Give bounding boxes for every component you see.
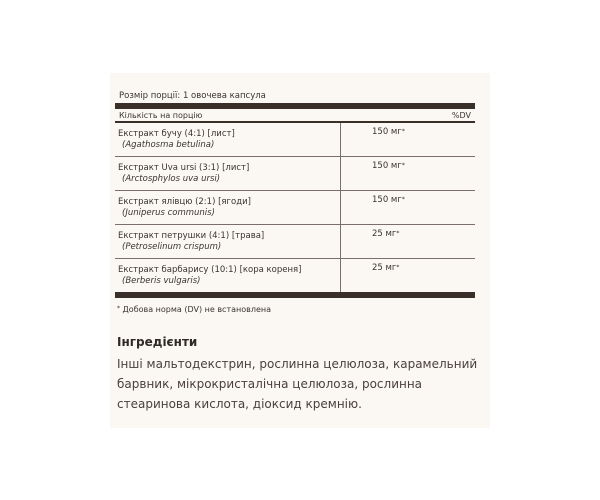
ingredient-name: Екстракт петрушки (4:1) [трава] — [118, 231, 265, 241]
ingredient-amount-cell — [372, 161, 405, 172]
dv-not-established-mark: * — [401, 128, 405, 135]
ingredient-name: Екстракт барбарису (10:1) [кора кореня] — [118, 265, 302, 275]
ingredient-name: Екстракт бучу (4:1) [лист] — [118, 129, 235, 139]
ingredients-text: Інші мальтодекстрин, рослинна целюлоза, карамельний барвник, мікрокристалічна целюлоза, рослинна стеаринова кислота, діоксид кремнію. — [117, 357, 478, 411]
column-divider — [340, 259, 341, 292]
ingredient-amount-cell — [372, 195, 405, 206]
column-divider — [340, 191, 341, 224]
column-divider — [340, 123, 341, 156]
ingredient-name: Екстракт ялівцю (2:1) [ягоди] — [118, 197, 251, 207]
column-divider — [340, 157, 341, 190]
table-row — [115, 259, 475, 292]
ingredient-amount-cell — [372, 263, 399, 274]
table-row — [115, 123, 475, 157]
dv-not-established-mark: * — [396, 230, 400, 237]
ingredient-name-cell — [118, 197, 338, 219]
serving-size: Розмір порції: 1 овочева капсула — [119, 91, 266, 101]
ingredient-latin-name: (Agathosma betulina) — [122, 140, 215, 150]
ingredient-amount-cell — [372, 127, 405, 138]
ingredient-latin-name: (Berberis vulgaris) — [122, 276, 201, 286]
dv-not-established-mark: * — [401, 196, 405, 203]
footnote-mark: * — [117, 305, 120, 312]
footnote-text: Добова норма (DV) не встановлена — [122, 305, 272, 314]
ingredient-name-cell — [118, 163, 338, 185]
ingredient-name-cell — [118, 231, 338, 253]
ingredient-latin-name: (Petroselinum crispum) — [122, 242, 222, 252]
bottom-thick-rule — [115, 292, 475, 298]
table-header — [115, 109, 475, 121]
ingredient-amount: 25 мг — [372, 229, 397, 239]
dv-footnote — [117, 304, 271, 316]
dv-label: %DV — [451, 110, 471, 120]
table-row — [115, 157, 475, 191]
dv-not-established-mark: * — [401, 162, 405, 169]
ingredient-amount: 150 мг — [372, 195, 402, 205]
ingredient-rows — [115, 123, 475, 292]
supplement-facts-table — [115, 90, 475, 298]
ingredient-name-cell — [118, 265, 338, 287]
ingredients-title: Інгредієнти — [117, 335, 198, 349]
ingredient-latin-name: (Juniperus communis) — [122, 208, 215, 218]
column-divider — [340, 225, 341, 258]
ingredient-amount: 150 мг — [372, 161, 402, 171]
ingredient-latin-name: (Arctosphylos uva ursi) — [122, 174, 221, 184]
ingredient-amount: 25 мг — [372, 263, 397, 273]
table-row — [115, 225, 475, 259]
ingredient-amount-cell — [372, 229, 399, 240]
ingredient-name: Екстракт Uva ursi (3:1) [лист] — [118, 163, 250, 173]
dv-not-established-mark: * — [396, 264, 400, 271]
amount-per-serving-label: Кількість на порцію — [119, 110, 203, 120]
table-row — [115, 191, 475, 225]
ingredient-name-cell — [118, 129, 338, 151]
ingredient-amount: 150 мг — [372, 127, 402, 137]
